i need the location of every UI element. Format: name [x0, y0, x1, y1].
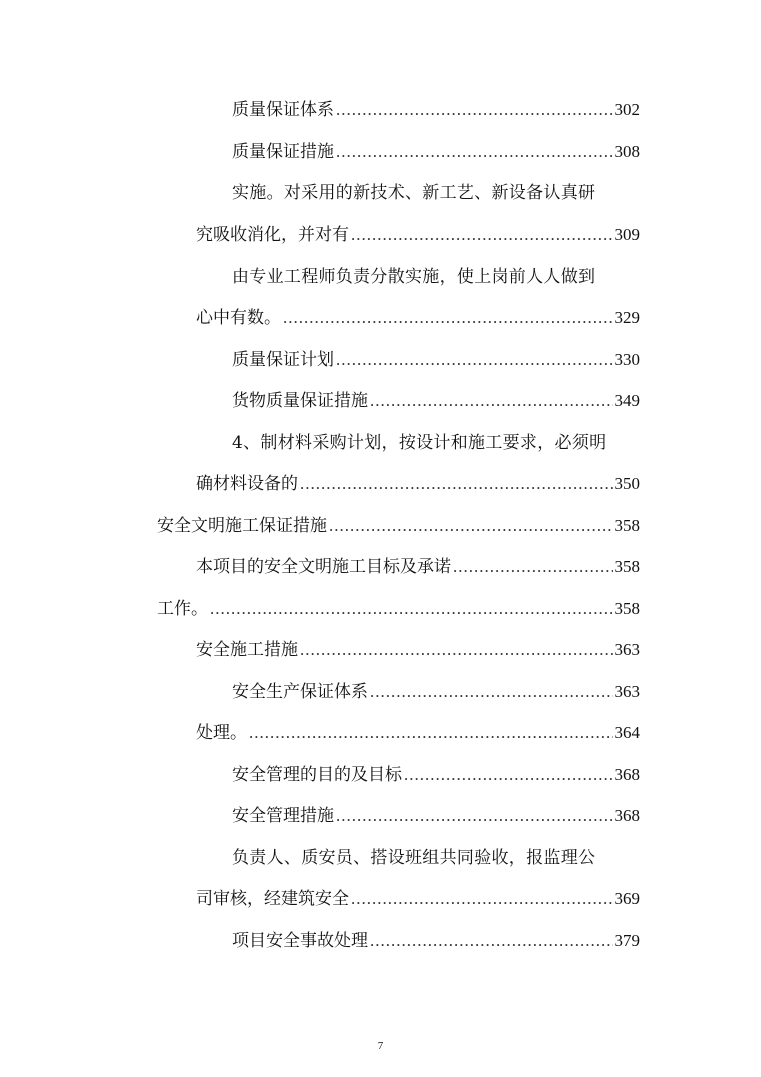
toc-entry-label: 司审核，经建筑安全: [196, 889, 349, 909]
toc-entry-text: 4、制材料采购计划，按设计和施工要求，必须明: [232, 433, 607, 453]
toc-entry-label: 工作。: [157, 599, 208, 619]
toc-page-number: 308: [614, 142, 640, 161]
toc-page-number: 349: [614, 391, 640, 410]
toc-page-number: 330: [614, 350, 640, 369]
toc-entry[interactable]: [196, 638, 640, 662]
toc-entry-label: 究吸收消化，并对有: [196, 225, 349, 245]
toc-entry[interactable]: [232, 929, 640, 953]
toc-entry-label: 安全文明施工保证措施: [157, 516, 327, 536]
dot-leader: [351, 887, 613, 911]
page-number-footer: 7: [377, 1040, 384, 1052]
toc-entry[interactable]: [232, 348, 640, 372]
toc-entry-label: 质量保证措施: [232, 142, 334, 162]
toc-page-number: 368: [614, 765, 640, 784]
toc-entry-label: 安全管理措施: [232, 806, 334, 826]
toc-entry[interactable]: [157, 514, 640, 538]
toc-page-number: 302: [614, 100, 640, 119]
dot-leader: [370, 929, 613, 953]
dot-leader: [336, 140, 613, 164]
toc-page-number: 309: [614, 225, 640, 244]
toc-page-number: 358: [614, 599, 640, 618]
toc-page-number: 350: [614, 474, 640, 493]
dot-leader: [336, 348, 613, 372]
dot-leader: [249, 721, 613, 745]
toc-page-number: 358: [614, 557, 640, 576]
toc-entry[interactable]: [196, 887, 640, 911]
toc-entry-label: 质量保证计划: [232, 350, 334, 370]
dot-leader: [210, 597, 613, 621]
dot-leader: [370, 680, 613, 704]
dot-leader: [300, 638, 613, 662]
dot-leader: [336, 804, 613, 828]
toc-entry-text: 负责人、质安员、搭设班组共同验收，报监理公: [232, 848, 596, 868]
toc-entry[interactable]: [157, 597, 640, 621]
toc-entry-text: 由专业工程师负责分散实施，使上岗前人人做到: [232, 267, 596, 287]
toc-entry[interactable]: [232, 763, 640, 787]
toc-page-number: 329: [614, 308, 640, 327]
toc-page-number: 364: [614, 723, 640, 742]
toc-entry-label: 安全施工措施: [196, 640, 298, 660]
toc-entry[interactable]: [196, 555, 640, 579]
toc-page-number: 363: [614, 682, 640, 701]
toc-entry-text: 实施。对采用的新技术、新工艺、新设备认真研: [232, 183, 596, 203]
toc-entry-label: 项目安全事故处理: [232, 931, 368, 951]
toc-entry[interactable]: [232, 140, 640, 164]
toc-entry[interactable]: [232, 389, 640, 413]
toc-entry[interactable]: [232, 98, 640, 122]
dot-leader: [283, 306, 613, 330]
toc-entry-label: 安全管理的目的及目标: [232, 765, 402, 785]
dot-leader: [329, 514, 613, 538]
dot-leader: [404, 763, 613, 787]
toc-entry[interactable]: [196, 721, 640, 745]
toc-entry-label: 心中有数。: [196, 308, 281, 328]
toc-entry-label: 货物质量保证措施: [232, 391, 368, 411]
toc-page-number: 358: [614, 516, 640, 535]
dot-leader: [336, 98, 613, 122]
toc-entry-label: 质量保证体系: [232, 100, 334, 120]
dot-leader: [351, 223, 613, 247]
toc-entry[interactable]: [232, 680, 640, 704]
toc-entry[interactable]: [196, 306, 640, 330]
toc-entry-label: 本项目的安全文明施工目标及承诺: [196, 557, 451, 577]
dot-leader: [370, 389, 613, 413]
toc-entry[interactable]: [196, 223, 640, 247]
toc-page-number: 379: [614, 931, 640, 950]
dot-leader: [453, 555, 613, 579]
toc-entry[interactable]: [196, 472, 640, 496]
toc-page-number: 369: [614, 889, 640, 908]
dot-leader: [300, 472, 613, 496]
toc-entry-label: 确材料设备的: [196, 474, 298, 494]
toc-page-number: 363: [614, 640, 640, 659]
toc-page-number: 368: [614, 806, 640, 825]
toc-entry[interactable]: [232, 804, 640, 828]
toc-entry-label: 安全生产保证体系: [232, 682, 368, 702]
toc-entry-label: 处理。: [196, 723, 247, 743]
